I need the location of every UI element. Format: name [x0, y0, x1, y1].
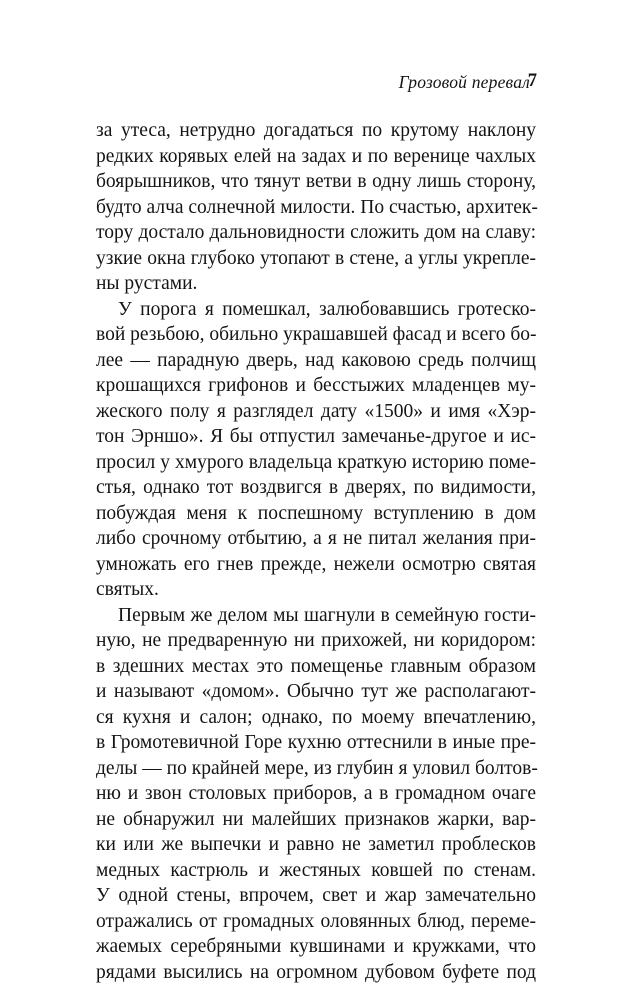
text-line: стья, однако тот воздвигся в дверях, по видимости, [96, 477, 536, 498]
text-line: просил у хмурого владельца краткую историю поме- [96, 451, 536, 473]
text-line: У одной стены, впрочем, свет и жар замечательно [96, 885, 536, 906]
text-line: лее — парадную дверь, над каковою средь полчищ [96, 349, 536, 371]
text-line: побуждая меня к поспешному вступлению в дом [96, 502, 536, 524]
text-line: медных кастрюль и жестяных ковшей по стенам. [96, 859, 536, 881]
text-line: ся кухня и салон; однако, по моему впечатлению, [96, 706, 536, 728]
paragraph-3 [96, 603, 536, 986]
text-line: тон Эрншо». Я бы отпустил замечанье-другое и ис- [96, 426, 536, 447]
running-title: Грозовой перевал [398, 72, 530, 92]
text-line: в Громотевичной Горе кухню оттеснили в иные пре- [96, 732, 536, 753]
text-line: боярышников, что тянут ветви в одну лишь сторону, [96, 171, 536, 192]
body-text [96, 118, 536, 985]
text-line: ню и звон столовых приборов, а в громадном очаге [96, 783, 536, 804]
text-line: отражались от громадных оловянных блюд, переме- [96, 910, 536, 932]
text-line: вой резьбою, обильно украшавшей фасад и всего бо- [96, 324, 537, 345]
text-line: У порога я помешкал, залюбовавшись гротеско- [118, 298, 536, 320]
text-line: узкие окна глубоко утопают в стене, а углы укрепле- [96, 247, 536, 269]
text-line: Первым же делом мы шагнули в семейную гости- [118, 604, 536, 626]
page-number: 7 [527, 71, 537, 91]
text-line: умножать его гнев прежде, нежели осмотрю святая [96, 553, 536, 575]
text-line: и называют «домом». Обычно тут же располагают- [96, 681, 536, 702]
text-line: делы — по крайней мере, из глубин я уловил болтов- [96, 757, 538, 779]
paragraph-1 [96, 118, 536, 297]
text-line: либо срочному отбытию, а я не питал желания при- [96, 528, 536, 549]
text-line: за утеса, нетрудно догадаться по крутому наклону [96, 120, 536, 141]
text-line: тору достало дальновидности сложить дом на славу: [96, 222, 536, 243]
text-line: жаемых серебряными кувшинами и кружками, что [96, 936, 536, 957]
text-line: святых. [96, 579, 159, 600]
text-line: редких корявых елей на задах и по веренице чахлых [96, 145, 536, 167]
paragraph-2 [96, 297, 536, 603]
text-line: ки или же выпечки и равно не заметил проблесков [96, 834, 536, 855]
text-line: будто алча солнечной милости. По счастью, архитек- [96, 196, 538, 218]
text-line: в здешних местах это помещенье главным образом [96, 655, 536, 677]
text-line: не обнаружил ни малейших признаков жарки, вар- [96, 808, 536, 830]
text-line: жеского полу я разглядел дату «1500» и имя «Хэр- [96, 400, 536, 422]
text-line: рядами высились на огромном дубовом буфете под [96, 961, 536, 983]
text-line: ны рустами. [96, 273, 198, 294]
text-line: ную, не предваренную ни прихожей, ни коридором: [96, 630, 536, 651]
text-line: крошащихся грифонов и бесстыжих младенцев му- [96, 375, 536, 396]
